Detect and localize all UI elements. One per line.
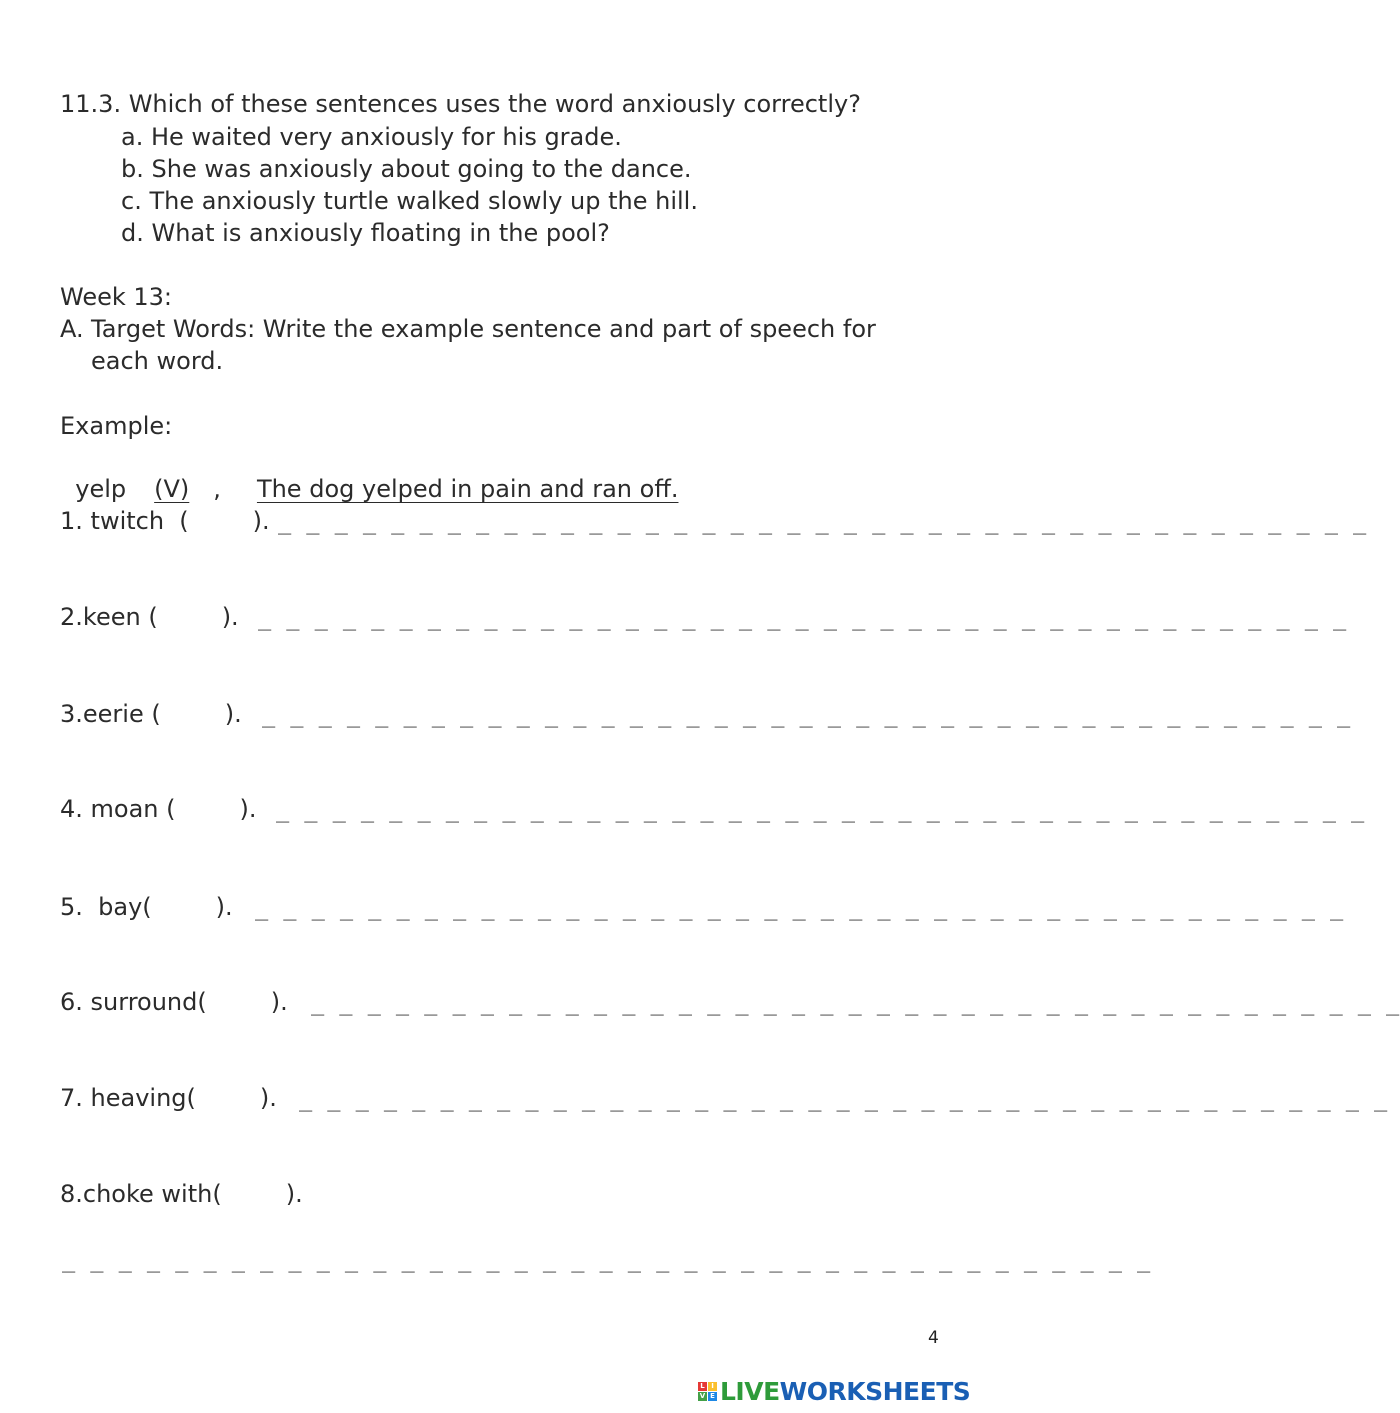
item-7 <box>60 1082 277 1114</box>
example-pos-blank <box>126 475 209 503</box>
item-3 <box>60 698 242 730</box>
question-stem: 11.3. Which of these sentences uses the word anxiously correctly? <box>60 90 861 118</box>
page-number: 4 <box>928 1328 939 1348</box>
item-8-label: 8.choke with( <box>60 1180 222 1208</box>
liveworksheets-logo-icon <box>698 1382 717 1401</box>
logo-text-worksheets: WORKSHEETS <box>779 1377 971 1406</box>
week-heading: Week 13: <box>60 283 173 311</box>
logo-letter-i: I <box>708 1382 717 1391</box>
instruction-line-1: Target Words: Write the example sentence and part of speech for <box>91 315 876 343</box>
item-3-label: 3.eerie ( <box>60 700 161 728</box>
item-6-sentence-blank[interactable]: _ _ _ _ _ _ _ _ _ _ _ _ _ _ _ _ _ _ _ _ _ _ _ _ _ _ _ _ _ _ _ _ _ _ _ _ _ _ _ <box>311 991 1400 1016</box>
example-sentence: The dog yelped in pain and ran off. <box>256 475 679 503</box>
item-4-label: 4. moan ( <box>60 795 176 823</box>
example-pos: (V) <box>154 475 190 503</box>
instruction-line-2: each word. <box>91 347 224 375</box>
item-8 <box>60 1178 303 1210</box>
item-4-close: ). <box>239 795 257 823</box>
item-6-close: ). <box>270 988 288 1016</box>
item-4 <box>60 793 257 825</box>
item-7-sentence-blank[interactable]: _ _ _ _ _ _ _ _ _ _ _ _ _ _ _ _ _ _ _ _ _ _ _ _ _ _ _ _ _ _ _ _ _ _ _ _ _ _ _ <box>299 1087 1389 1112</box>
liveworksheets-logo <box>698 1377 970 1406</box>
item-5-label: 5. bay( <box>60 893 152 921</box>
item-6 <box>60 986 288 1018</box>
logo-letter-e: E <box>708 1392 717 1401</box>
item-3-close: ). <box>224 700 242 728</box>
item-5-sentence-blank[interactable]: _ _ _ _ _ _ _ _ _ _ _ _ _ _ _ _ _ _ _ _ _ _ _ _ _ _ _ _ _ _ _ _ _ _ _ _ _ _ _ <box>255 896 1345 921</box>
option-a: a. He waited very anxiously for his grade. <box>121 123 622 151</box>
option-b: b. She was anxiously about going to the dance. <box>121 155 692 183</box>
item-7-label: 7. heaving( <box>60 1084 196 1112</box>
logo-letter-l: L <box>698 1382 707 1391</box>
item-1-close: ). <box>252 507 270 535</box>
option-c: c. The anxiously turtle walked slowly up the hill. <box>121 187 698 215</box>
example-comma: , <box>213 475 221 503</box>
example-word: yelp <box>75 475 127 503</box>
option-d: d. What is anxiously floating in the pool? <box>121 219 610 247</box>
logo-letter-v: V <box>699 1392 706 1400</box>
item-2 <box>60 601 239 633</box>
example-line <box>60 441 678 505</box>
item-7-close: ). <box>259 1084 277 1112</box>
item-4-sentence-blank[interactable]: _ _ _ _ _ _ _ _ _ _ _ _ _ _ _ _ _ _ _ _ _ _ _ _ _ _ _ _ _ _ _ _ _ _ _ _ _ _ _ <box>276 798 1366 823</box>
example-label: Example: <box>60 412 173 440</box>
item-8-sentence-blank[interactable]: _ _ _ _ _ _ _ _ _ _ _ _ _ _ _ _ _ _ _ _ _ _ _ _ _ _ _ _ _ _ _ _ _ _ _ _ _ _ _ <box>62 1248 1152 1273</box>
item-5-close: ). <box>215 893 233 921</box>
item-6-label: 6. surround( <box>60 988 207 1016</box>
item-1-label: 1. twitch ( <box>60 507 189 535</box>
item-2-sentence-blank[interactable]: _ _ _ _ _ _ _ _ _ _ _ _ _ _ _ _ _ _ _ _ _ _ _ _ _ _ _ _ _ _ _ _ _ _ _ _ _ _ _ <box>258 606 1348 631</box>
item-1 <box>60 505 270 537</box>
instruction-marker: A. <box>60 315 84 343</box>
item-8-close: ). <box>285 1180 303 1208</box>
item-3-sentence-blank[interactable]: _ _ _ _ _ _ _ _ _ _ _ _ _ _ _ _ _ _ _ _ _ _ _ _ _ _ _ _ _ _ _ _ _ _ _ _ _ _ _ <box>262 703 1352 728</box>
item-5 <box>60 891 233 923</box>
item-2-label: 2.keen ( <box>60 603 158 631</box>
logo-text-live: LIVE <box>720 1377 780 1406</box>
item-1-sentence-blank[interactable]: _ _ _ _ _ _ _ _ _ _ _ _ _ _ _ _ _ _ _ _ _ _ _ _ _ _ _ _ _ _ _ _ _ _ _ _ _ _ _ <box>278 510 1368 535</box>
item-2-close: ). <box>221 603 239 631</box>
